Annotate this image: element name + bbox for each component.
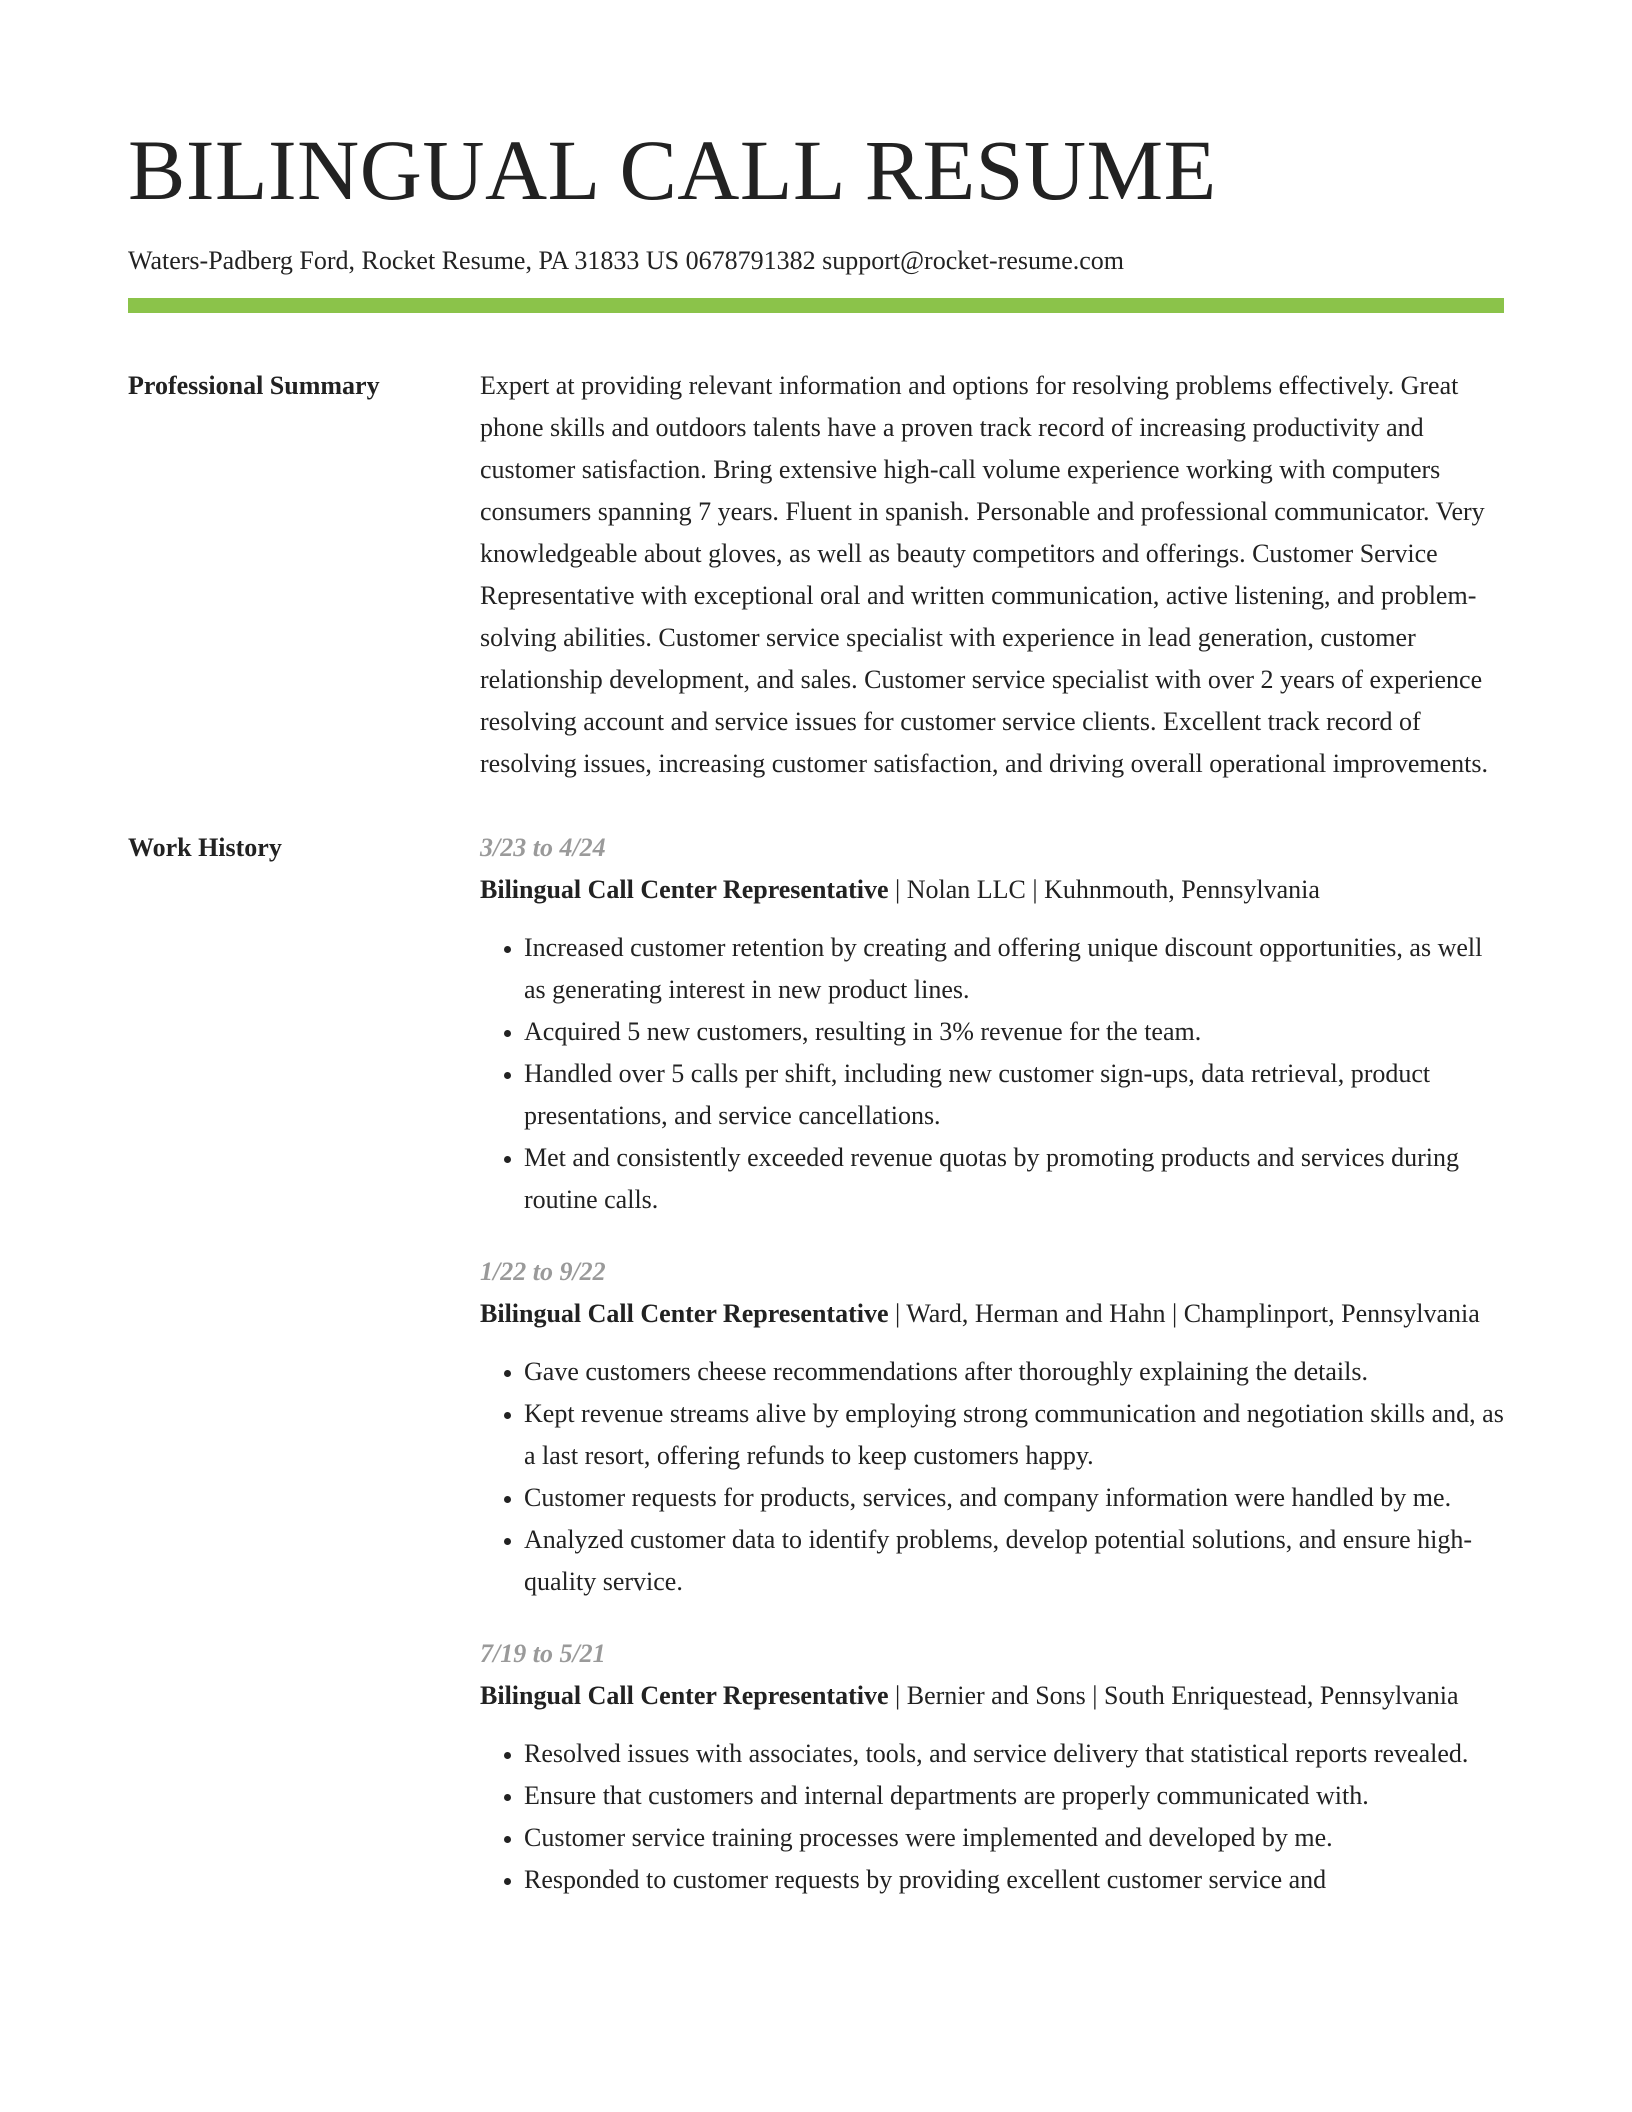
summary-heading: Professional Summary — [128, 371, 380, 400]
job-bullets — [480, 1733, 1504, 1901]
job-bullet: • Customer service training processes were implemented and developed by me. — [524, 1817, 1504, 1859]
job-entry — [480, 1251, 1504, 1603]
job-bullet: • Increased customer retention by creating and offering unique discount opportunities, as well as generating interest in new product lines. — [524, 927, 1504, 1011]
job-bullet: • Analyzed customer data to identify problems, develop potential solutions, and ensure high-quality service. — [524, 1519, 1504, 1603]
job-bullet: • Handled over 5 calls per shift, including new customer sign-ups, data retrieval, product presentations, and service cancellations. — [524, 1053, 1504, 1137]
job-details: | Ward, Herman and Hahn | Champlinport, Pennsylvania — [888, 1299, 1480, 1328]
job-entry — [480, 1633, 1504, 1901]
job-bullets — [480, 927, 1504, 1221]
job-header — [480, 1293, 1504, 1335]
work-history-heading: Work History — [128, 833, 282, 862]
summary-text: Expert at providing relevant information and options for resolving problems effectively. Great phone skills and outdoors talents have a proven track record of increasing productivity and customer satisfaction. Bring extensive high-call volume experience working with computers consumers spanning 7 years. Fluent in spanish. Personable and professional communicator. Very knowledgeable about gloves, as well as beauty competitors and offerings. Customer Service Representative with exceptional oral and written communication, active listening, and problem-solving abilities. Customer service specialist with experience in lead generation, customer relationship development, and sales. Customer service specialist with over 2 years of experience resolving account and service issues for customer service clients. Excellent track record of resolving issues, increasing customer satisfaction, and driving overall operational improvements. — [480, 371, 1488, 778]
job-details: | Nolan LLC | Kuhnmouth, Pennsylvania — [888, 875, 1320, 904]
job-dates: 1/22 to 9/22 — [480, 1257, 606, 1286]
job-details: | Bernier and Sons | South Enriquestead, Pennsylvania — [888, 1681, 1459, 1710]
header-divider — [128, 298, 1504, 313]
resume-title: BILINGUAL CALL RESUME — [128, 122, 1217, 218]
job-bullet: • Kept revenue streams alive by employing strong communication and negotiation skills and, as a last resort, offering refunds to keep customers happy. — [524, 1393, 1504, 1477]
summary-section — [128, 365, 1504, 785]
job-title: Bilingual Call Center Representative — [480, 1299, 889, 1328]
job-bullet: • Ensure that customers and internal departments are properly communicated with. — [524, 1775, 1504, 1817]
job-header — [480, 869, 1504, 911]
job-header — [480, 1675, 1504, 1717]
job-dates: 7/19 to 5/21 — [480, 1639, 606, 1668]
job-title: Bilingual Call Center Representative — [480, 875, 889, 904]
job-bullet: • Resolved issues with associates, tools, and service delivery that statistical reports revealed. — [524, 1733, 1504, 1775]
job-bullet: • Acquired 5 new customers, resulting in 3% revenue for the team. — [524, 1011, 1504, 1053]
job-bullet: • Responded to customer requests by providing excellent customer service and — [524, 1859, 1504, 1901]
job-entry — [480, 827, 1504, 1221]
work-history-section — [128, 827, 1504, 1901]
job-bullet: • Met and consistently exceeded revenue quotas by promoting products and services during routine calls. — [524, 1137, 1504, 1221]
job-bullet: • Gave customers cheese recommendations after thoroughly explaining the details. — [524, 1351, 1504, 1393]
job-bullet: • Customer requests for products, services, and company information were handled by me. — [524, 1477, 1504, 1519]
contact-line: Waters-Padberg Ford, Rocket Resume, PA 31833 US 0678791382 support@rocket-resume.com — [128, 246, 1125, 275]
job-bullets — [480, 1351, 1504, 1603]
job-title: Bilingual Call Center Representative — [480, 1681, 889, 1710]
job-dates: 3/23 to 4/24 — [480, 833, 606, 862]
resume-page — [128, 0, 1504, 1901]
